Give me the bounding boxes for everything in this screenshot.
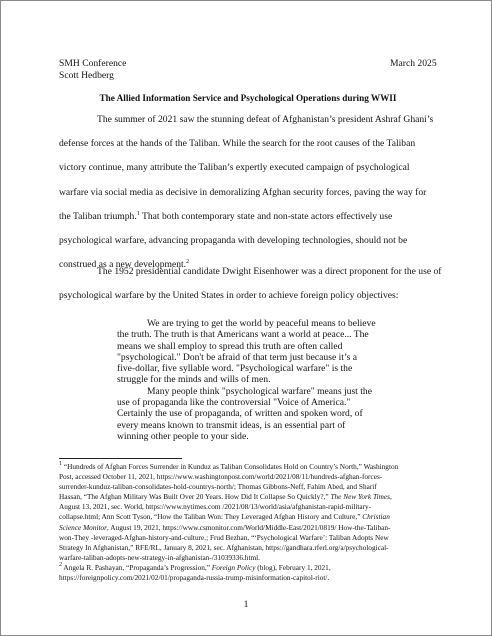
text-line: warfare via social media as decisive in demoralizing Afghan security forces, paving the way for [59,186,427,198]
conference-name: SMH Conference [59,58,127,69]
text-line: psychological warfare, advancing propaganda with developing technologies, should not be [59,234,408,246]
header-date: March 2025 [390,58,437,69]
text-line: victory continue, many attribute the Taliban’s expertly executed campaign of psychological [59,162,410,174]
quote-line: winning other people to your side. [117,430,249,442]
footnote-line: warfare-taliban-adopts-new-strategy-in-afghanistan-/31039336.html. [59,552,260,562]
footnote-marker-1: 1 [59,461,62,467]
quote-line: "psychological." Don't be afraid of that term just because it’s a [117,351,358,363]
footnotes [59,462,449,583]
paragraph-1 [59,113,443,282]
publication-name: The New York Times [330,492,390,502]
footnote-line [59,462,449,472]
quote-line: means we shall employ to spread this truth are often called [117,340,343,352]
publication-name: Christian [362,512,390,522]
author-name: Scott Hedberg [59,70,114,82]
text-fragment: (blog), February 1, 2021, [255,562,331,572]
text-line: The summer of 2021 saw the stunning defeat of Afghanistan’s president Ashraf Ghani’s [97,114,434,125]
text-fragment: “Hundreds of Afghan Forces Surrender in Kunduz as Taliban Consolidates Hold on Country’s North,” Washington [62,462,399,471]
text-fragment: construed as a new development. [59,259,187,271]
footnote-line: August 13, 2021, sec. World, https://www.nytimes.com /2021/08/13/world/asia/afghanistan-rapid-military- [59,502,372,512]
quote-line: Certainly the use of propaganda, of written and spoken word, of [117,408,363,420]
footnote-ref-2[interactable]: 2 [186,259,190,266]
block-quote [117,318,417,442]
header-left [59,58,126,83]
footnote-marker-2: 2 [59,561,62,568]
text-fragment: , [390,492,392,502]
text-fragment: , August 19, 2021, https://www.csmonitor.com/World/Middle-East/2021/0819/ How-the-Taliban- [107,522,391,532]
quote-line: Many people think "psychological warfare" means just the [147,385,372,397]
footnote-line: surrender-kunduz-taliban-consolidates-hold-countrys-north/; Thomas Gibbons-Neff, Fahim Abed, and Sharif [59,482,377,492]
quote-line: the truth. The truth is that Americans want a world at peace... The [117,329,369,341]
footnote-line [59,492,449,502]
document-title: The Allied Information Service and Psychological Operations during WWII [99,93,397,103]
publication-name: Science Monitor [59,522,108,532]
quote-line: struggle for the minds and wills of men. [117,374,271,386]
footnote-line [59,512,449,522]
footnote-line: Strategy In Afghanistan,” RFE/RL, January 8, 2021, sec. Afghanistan, https://gandhara.rferl.org/a/psychological- [59,542,389,552]
quote-line: use of propaganda like the controversial "Voice of America." [117,397,351,409]
text-fragment: the Taliban triumph. [59,210,137,222]
quote-line: every means known to transmit ideas, is an essential part of [117,419,346,431]
publication-name: Foreign Policy [211,562,256,572]
paragraph-2 [59,265,443,313]
text-line: The 1952 presidential candidate Dwight Eisenhower was a direct proponent for the use of [97,266,442,277]
text-fragment: Angela R. Pashayan, “Propaganda’s Progression,” [62,562,212,572]
quote-line: five-dollar, five syllable word. "Psychological warfare" is the [117,363,353,375]
page-number: 1 [243,599,249,610]
text-line [59,210,443,234]
text-fragment: collapse.html; Ann Scott Tyson, “How the Taliban Won: They Leveraged Afghan History and Culture,” [59,512,363,522]
text-fragment: That both contemporary state and non-state actors effectively use [139,210,393,222]
text-line: defense forces at the hands of the Taliban. While the search for the root causes of the Taliban [59,138,416,150]
footnote-ref-1[interactable]: 1 [136,210,140,217]
text-fragment: Hassan, “The Afghan Military Was Built Over 20 Years. How Did It Collapse So Quickly?,” [59,492,331,502]
footnote-separator [59,458,182,459]
quote-line: We are trying to get the world by peaceful means to believe [147,318,376,329]
footnote-line: won-They -leveraged-Afghan-history-and-culture.; Frud Bezhan, “‘Psychological Warfare’: Taliban Adopts New [59,532,389,542]
footnote-line: https://foreignpolicy.com/2021/02/01/propaganda-russia-trump-misinformation-capitol-riot/. [59,573,330,583]
text-line: psychological warfare by the United States in order to achieve foreign policy objectives: [59,290,399,302]
footnote-line [59,563,449,573]
footnote-line [59,523,449,533]
footnote-line: Post, accessed October 11, 2021, https://www.washingtonpost.com/world/2021/08/11/hundreds-afghan-forces- [59,472,383,482]
